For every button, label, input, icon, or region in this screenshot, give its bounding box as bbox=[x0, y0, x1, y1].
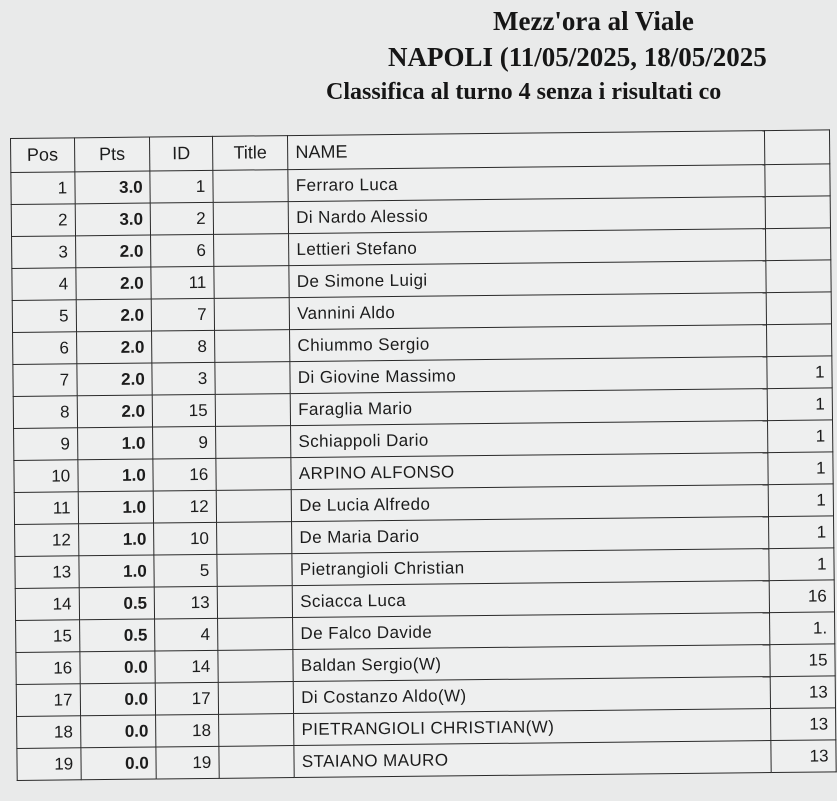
cell-id: 13 bbox=[154, 586, 217, 619]
cell-id: 5 bbox=[154, 554, 217, 587]
col-header-title: Title bbox=[212, 136, 288, 171]
cell-pos: 1 bbox=[11, 172, 75, 205]
cell-extra: 13 bbox=[771, 708, 836, 741]
cell-pts: 0.0 bbox=[80, 651, 156, 684]
cell-pts: 2.0 bbox=[76, 267, 152, 300]
cell-extra: 1 bbox=[767, 388, 832, 421]
cell-pos: 10 bbox=[14, 460, 78, 493]
cell-title bbox=[218, 682, 294, 715]
cell-id: 6 bbox=[151, 234, 214, 267]
cell-id: 3 bbox=[152, 362, 215, 395]
cell-title bbox=[216, 522, 292, 555]
cell-extra bbox=[766, 292, 831, 325]
cell-extra: 1 bbox=[768, 484, 833, 517]
cell-pts: 1.0 bbox=[78, 459, 154, 492]
table-body bbox=[11, 164, 836, 781]
cell-name: STAIANO MAURO bbox=[294, 741, 771, 778]
cell-pts: 0.5 bbox=[79, 587, 155, 620]
cell-extra: 1 bbox=[769, 516, 834, 549]
cell-title bbox=[213, 234, 289, 267]
cell-pos: 11 bbox=[14, 492, 78, 525]
cell-name: Baldan Sergio(W) bbox=[293, 645, 770, 682]
cell-extra: 1 bbox=[768, 452, 833, 485]
cell-name: Pietrangioli Christian bbox=[292, 549, 769, 586]
cell-pos: 14 bbox=[15, 588, 79, 621]
cell-title bbox=[215, 426, 291, 459]
cell-pos: 9 bbox=[14, 428, 78, 461]
cell-extra bbox=[765, 196, 830, 229]
cell-pos: 7 bbox=[13, 364, 77, 397]
cell-title bbox=[218, 714, 294, 747]
cell-pts: 1.0 bbox=[78, 523, 154, 556]
cell-id: 11 bbox=[151, 266, 214, 299]
cell-id: 17 bbox=[155, 682, 218, 715]
cell-pts: 2.0 bbox=[77, 395, 153, 428]
cell-title bbox=[214, 298, 290, 331]
col-header-pos: Pos bbox=[11, 138, 75, 173]
cell-id: 7 bbox=[151, 298, 214, 331]
cell-extra bbox=[767, 324, 832, 357]
cell-id: 4 bbox=[155, 618, 218, 651]
cell-title bbox=[213, 170, 289, 203]
cell-pos: 15 bbox=[16, 620, 80, 653]
standings-subtitle: Classifica al turno 4 senza i risultati co bbox=[326, 79, 722, 105]
cell-title bbox=[215, 394, 291, 427]
cell-title bbox=[216, 458, 292, 491]
cell-id: 8 bbox=[152, 330, 215, 363]
cell-name: Faraglia Mario bbox=[290, 389, 767, 426]
cell-extra bbox=[765, 164, 830, 197]
col-header-id: ID bbox=[150, 136, 213, 171]
cell-pos: 16 bbox=[16, 652, 80, 685]
cell-extra: 1 bbox=[767, 356, 832, 389]
report-header bbox=[0, 0, 800, 130]
cell-id: 10 bbox=[154, 522, 217, 555]
cell-pts: 0.0 bbox=[80, 715, 156, 748]
cell-pts: 1.0 bbox=[77, 427, 153, 460]
cell-pts: 1.0 bbox=[79, 555, 155, 588]
cell-name: Di Giovine Massimo bbox=[290, 357, 767, 394]
cell-name: Lettieri Stefano bbox=[289, 229, 766, 266]
cell-name: De Lucia Alfredo bbox=[291, 485, 768, 522]
cell-pts: 1.0 bbox=[78, 491, 154, 524]
cell-extra: 13 bbox=[770, 676, 835, 709]
cell-pts: 0.0 bbox=[80, 683, 156, 716]
standings-table-wrapper bbox=[10, 138, 829, 790]
cell-title bbox=[213, 202, 289, 235]
cell-name: De Maria Dario bbox=[292, 517, 769, 554]
col-header-pts: Pts bbox=[74, 137, 150, 172]
cell-id: 9 bbox=[153, 426, 216, 459]
cell-pts: 3.0 bbox=[75, 203, 151, 236]
col-header-name: NAME bbox=[288, 131, 765, 170]
cell-name: ARPINO ALFONSO bbox=[291, 453, 768, 490]
cell-pos: 13 bbox=[15, 556, 79, 589]
cell-name: Vannini Aldo bbox=[289, 293, 766, 330]
cell-extra: 1 bbox=[768, 420, 833, 453]
standings-table bbox=[10, 129, 837, 781]
cell-name: Di Costanzo Aldo(W) bbox=[294, 677, 771, 714]
cell-title bbox=[217, 586, 293, 619]
cell-pts: 0.0 bbox=[81, 747, 157, 780]
cell-name: Sciacca Luca bbox=[292, 581, 769, 618]
cell-name: Schiappoli Dario bbox=[291, 421, 768, 458]
cell-pos: 12 bbox=[15, 524, 79, 557]
cell-title bbox=[214, 330, 290, 363]
cell-title bbox=[217, 618, 293, 651]
cell-id: 15 bbox=[152, 394, 215, 427]
cell-id: 12 bbox=[153, 490, 216, 523]
cell-pos: 3 bbox=[12, 236, 76, 269]
cell-title bbox=[216, 490, 292, 523]
cell-extra: 1 bbox=[769, 548, 834, 581]
cell-pts: 2.0 bbox=[76, 331, 152, 364]
cell-pos: 4 bbox=[12, 268, 76, 301]
cell-id: 14 bbox=[155, 650, 218, 683]
cell-id: 2 bbox=[150, 202, 213, 235]
cell-extra bbox=[766, 228, 831, 261]
cell-extra: 16 bbox=[769, 580, 834, 613]
cell-name: Di Nardo Alessio bbox=[288, 197, 765, 234]
cell-pos: 17 bbox=[16, 684, 80, 717]
cell-pts: 2.0 bbox=[76, 299, 152, 332]
cell-pos: 19 bbox=[17, 748, 81, 781]
cell-pts: 2.0 bbox=[75, 235, 151, 268]
cell-name: De Falco Davide bbox=[293, 613, 770, 650]
cell-name: PIETRANGIOLI CHRISTIAN(W) bbox=[294, 709, 771, 746]
cell-title bbox=[215, 362, 291, 395]
cell-pts: 3.0 bbox=[75, 171, 151, 204]
cell-title bbox=[218, 650, 294, 683]
cell-extra: 1. bbox=[770, 612, 835, 645]
cell-pts: 2.0 bbox=[77, 363, 153, 396]
cell-pos: 5 bbox=[12, 300, 76, 333]
cell-id: 1 bbox=[150, 170, 213, 203]
cell-name: Ferraro Luca bbox=[288, 165, 765, 202]
cell-pos: 2 bbox=[11, 204, 75, 237]
cell-extra: 15 bbox=[770, 644, 835, 677]
tournament-title: Mezz'ora al Viale bbox=[493, 6, 694, 36]
cell-pos: 6 bbox=[13, 332, 77, 365]
cell-pos: 8 bbox=[13, 396, 77, 429]
cell-title bbox=[214, 266, 290, 299]
tournament-location-dates: NAPOLI (11/05/2025, 18/05/2025 bbox=[388, 42, 767, 72]
cell-extra: 13 bbox=[771, 740, 836, 773]
cell-id: 19 bbox=[156, 746, 219, 779]
cell-pts: 0.5 bbox=[79, 619, 155, 652]
cell-id: 18 bbox=[156, 714, 219, 747]
cell-name: Chiummo Sergio bbox=[290, 325, 767, 362]
cell-name: De Simone Luigi bbox=[289, 261, 766, 298]
cell-id: 16 bbox=[153, 458, 216, 491]
col-header-extra bbox=[765, 130, 830, 165]
cell-extra bbox=[766, 260, 831, 293]
cell-title bbox=[217, 554, 293, 587]
cell-pos: 18 bbox=[17, 716, 81, 749]
cell-title bbox=[219, 746, 295, 779]
